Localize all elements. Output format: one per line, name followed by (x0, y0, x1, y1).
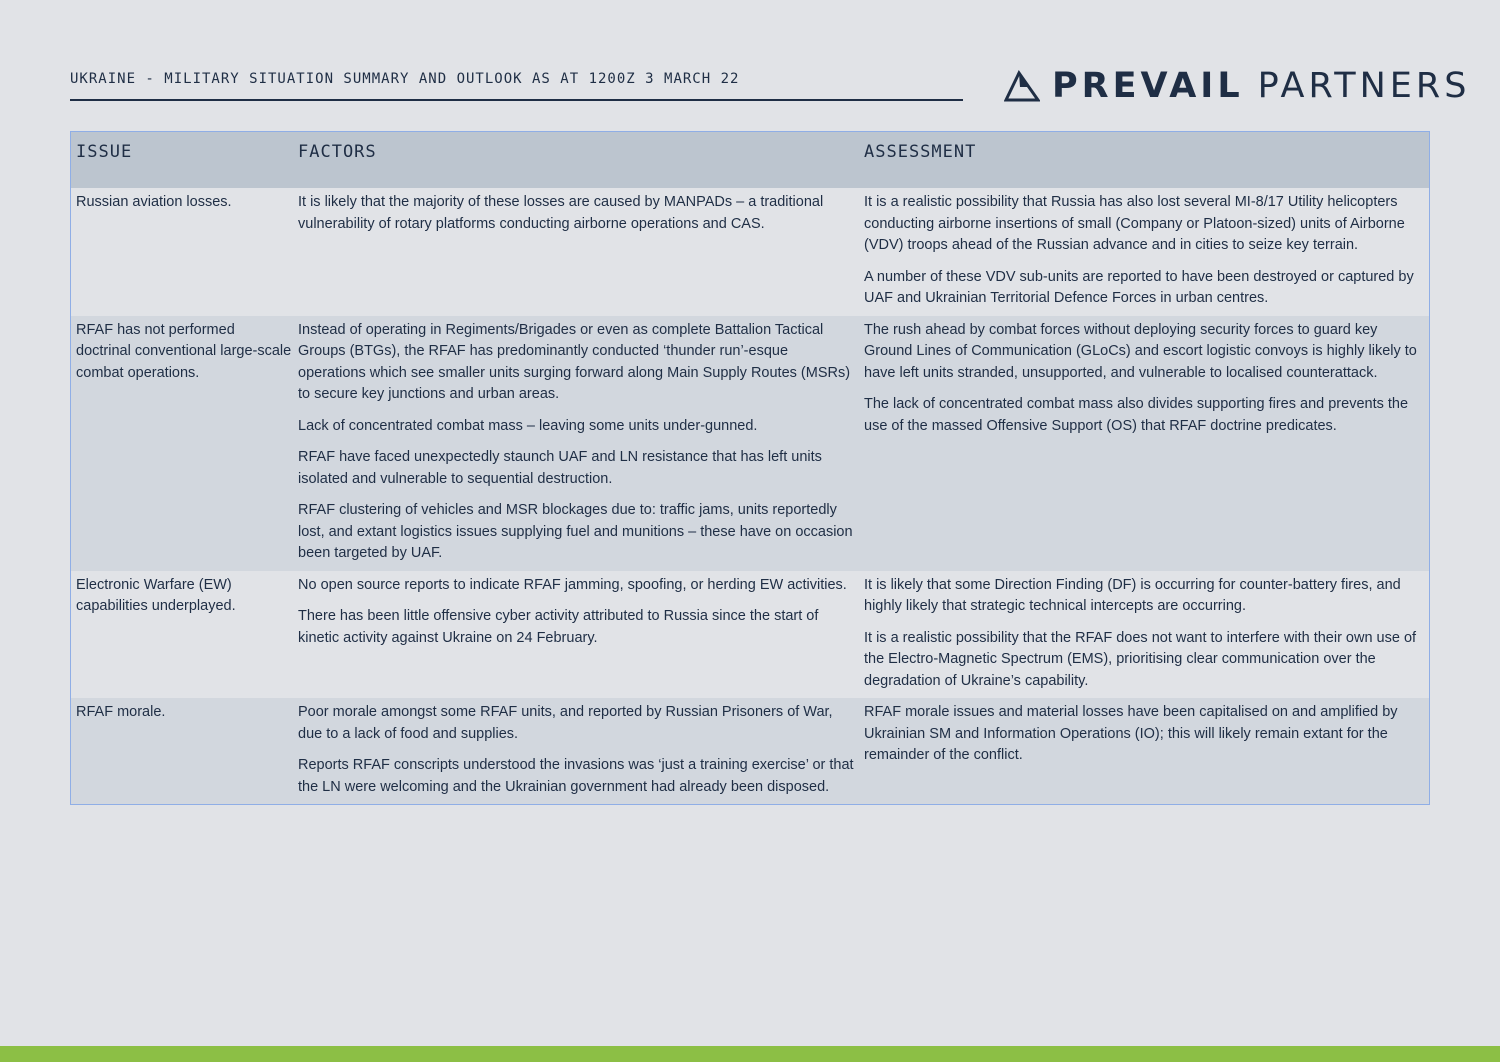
assessment-paragraph: RFAF morale issues and material losses have been capitalised on and amplified by Ukrainian SM and Information Operations (IO); this will likely remain extant for the remainder of the conflict. (864, 704, 1398, 763)
factor-paragraph: Instead of operating in Regiments/Brigades or even as complete Battalion Tactical Groups (BTGs), the RFAF has predominantly conducted ‘thunder run’-esque operations which see smaller units surging forward along Main Supply Routes (MSRs) to secure key junctions and urban areas. (298, 321, 851, 402)
issue-cell: RFAF morale. (76, 704, 166, 720)
factors-cell (293, 702, 859, 798)
issue-cell: Electronic Warfare (EW) capabilities underplayed. (76, 576, 236, 614)
page-title: UKRAINE - MILITARY SITUATION SUMMARY AND OUTLOOK AS AT 1200Z 3 MARCH 22 (70, 71, 740, 87)
factor-paragraph: RFAF clustering of vehicles and MSR blockages due to: traffic jams, units reportedly lost, and extant logistics issues supplying fuel and munitions – these have on occasion been targeted by UAF. (298, 502, 853, 561)
assessment-paragraph: It is a realistic possibility that Russia has also lost several MI-8/17 Utility helicopters conducting airborne insertions of small (Company or Platoon-sized) units of Airborne (VDV) troops ahead of the Russian advance and in cities to seize key terrain. (864, 194, 1405, 253)
factors-cell (293, 320, 859, 565)
footer-accent-bar (0, 1046, 1500, 1062)
factor-paragraph: There has been little offensive cyber activity attributed to Russia since the start of kinetic activity against Ukraine on 24 February. (298, 608, 819, 646)
table-header-row (71, 132, 1429, 188)
factor-paragraph: RFAF have faced unexpectedly staunch UAF and LN resistance that has left units isolated and vulnerable to sequential destruction. (298, 449, 822, 487)
assessment-paragraph: The lack of concentrated combat mass also divides supporting fires and prevents the use of the massed Offensive Support (OS) that RFAF doctrine predicates. (864, 396, 1409, 434)
logo-text-bold: PREVAIL (1052, 66, 1244, 106)
assessment-cell (859, 575, 1429, 693)
table-row (71, 188, 1429, 316)
mountain-peak-icon (1004, 70, 1040, 102)
brand-logo (1004, 64, 1470, 108)
table-row (71, 316, 1429, 571)
factors-cell (293, 575, 859, 693)
factor-paragraph: Poor morale amongst some RFAF units, and reported by Russian Prisoners of War, due to a lack of food and supplies. (298, 704, 833, 742)
table-row (71, 698, 1429, 804)
assessment-paragraph: A number of these VDV sub-units are reported to have been destroyed or captured by UAF and Ukrainian Territorial Defence Forces in urban centres. (864, 268, 1414, 306)
logo-text-light: PARTNERS (1257, 66, 1471, 106)
assessment-cell (859, 702, 1429, 798)
issue-cell: RFAF has not performed doctrinal conventional large-scale combat operations. (76, 321, 292, 381)
column-header-factors: FACTORS (298, 142, 377, 162)
factor-paragraph: It is likely that the majority of these losses are caused by MANPADs – a traditional vulnerability of rotary platforms conducting airborne operations and CAS. (298, 194, 824, 232)
table-row (71, 571, 1429, 699)
column-header-assessment: ASSESSMENT (864, 142, 977, 162)
factors-cell (293, 192, 859, 310)
factor-paragraph: Reports RFAF conscripts understood the invasions was ‘just a training exercise’ or that the LN were welcoming and the Ukrainian government had already been disposed. (298, 757, 854, 795)
assessment-paragraph: It is a realistic possibility that the RFAF does not want to interfere with their own use of the Electro-Magnetic Spectrum (EMS), prioritising clear communication over the degradation of Ukraine’s capability. (864, 629, 1417, 689)
issue-cell: Russian aviation losses. (76, 194, 232, 210)
assessment-cell (859, 320, 1429, 565)
assessment-cell (859, 192, 1429, 310)
title-underline (70, 99, 963, 101)
factor-paragraph: No open source reports to indicate RFAF jamming, spoofing, or herding EW activities. (298, 576, 847, 593)
factor-paragraph: Lack of concentrated combat mass – leaving some units under-gunned. (298, 417, 758, 434)
column-header-issue: ISSUE (76, 142, 133, 162)
assessment-paragraph: The rush ahead by combat forces without deploying security forces to guard key Ground Lines of Communication (GLoCs) and escort logistic convoys is highly likely to have left units stranded, unsupported, and vulnerable to localised counterattack. (864, 321, 1417, 381)
assessment-table (70, 131, 1430, 805)
assessment-paragraph: It is likely that some Direction Finding (DF) is occurring for counter-battery fires, and highly likely that strategic technical intercepts are occurring. (864, 576, 1401, 614)
